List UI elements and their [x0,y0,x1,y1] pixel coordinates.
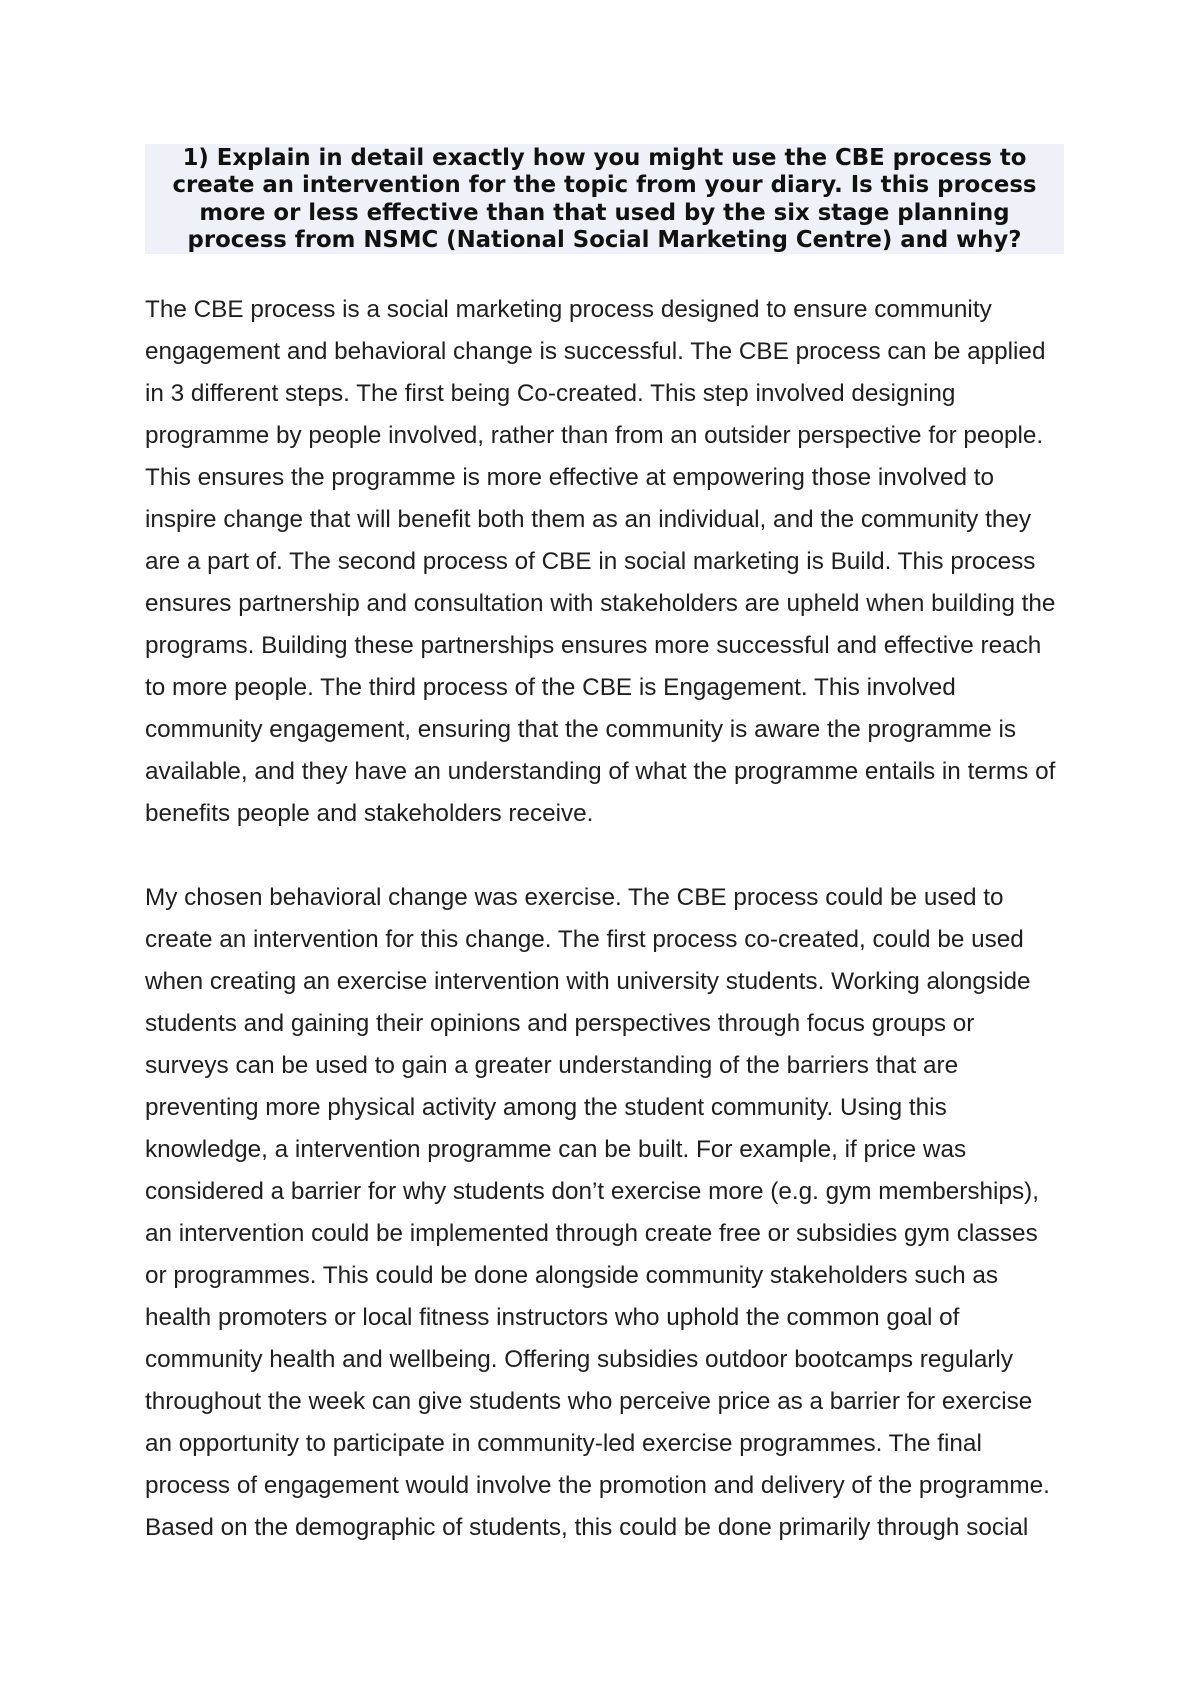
question-heading-line: create an intervention for the topic from your diary. Is this process [172,172,1037,199]
text-line: programs. Building these partnerships ensures more successful and effective reach [145,632,1042,659]
text-line: programme by people involved, rather than from an outsider perspective for people. [145,422,1044,449]
text-line: to more people. The third process of the CBE is Engagement. This involved [145,674,956,701]
text-line: in 3 different steps. The first being Co-created. This step involved designing [145,380,956,407]
text-line: or programmes. This could be done alongside community stakeholders such as [145,1262,999,1289]
text-line: preventing more physical activity among the student community. Using this [145,1094,947,1121]
text-line: an intervention could be implemented through create free or subsidies gym classes [145,1220,1038,1247]
text-line: surveys can be used to gain a greater understanding of the barriers that are [145,1052,959,1079]
text-line: inspire change that will benefit both them as an individual, and the community they [145,506,1032,533]
text-line: engagement and behavioral change is successful. The CBE process can be applied [145,338,1046,365]
text-line: Based on the demographic of students, this could be done primarily through social [145,1514,1029,1541]
text-line: students and gaining their opinions and perspectives through focus groups or [145,1010,975,1037]
text-line: benefits people and stakeholders receive. [145,800,594,827]
text-line: This ensures the programme is more effective at empowering those involved to [145,464,995,491]
answer-paragraph [145,877,1085,1549]
question-heading-line: 1) Explain in detail exactly how you might use the CBE process to [182,145,1027,171]
text-line: considered a barrier for why students don’t exercise more (e.g. gym memberships), [145,1178,1039,1205]
question-heading [145,144,1064,254]
answer-paragraph [145,289,1085,835]
text-line: an opportunity to participate in community-led exercise programmes. The final [145,1430,982,1457]
text-line: The CBE process is a social marketing process designed to ensure community [145,296,992,323]
text-line: are a part of. The second process of CBE in social marketing is Build. This process [145,548,1036,575]
text-line: community health and wellbeing. Offering subsidies outdoor bootcamps regularly [145,1346,1013,1373]
text-line: My chosen behavioral change was exercise. The CBE process could be used to [145,884,1004,911]
text-line: health promoters or local fitness instructors who uphold the common goal of [145,1304,960,1331]
question-heading-line: more or less effective than that used by the six stage planning [199,199,1010,226]
text-line: when creating an exercise intervention with university students. Working alongside [145,968,1031,995]
question-heading-line: process from NSMC (National Social Marketing Centre) and why? [187,226,1022,253]
text-line: process of engagement would involve the promotion and delivery of the programme. [145,1472,1050,1499]
text-line: ensures partnership and consultation with stakeholders are upheld when building the [145,590,1056,617]
text-line: throughout the week can give students who perceive price as a barrier for exercise [145,1388,1033,1415]
text-line: knowledge, a intervention programme can be built. For example, if price was [145,1136,967,1163]
text-line: create an intervention for this change. The first process co-created, could be used [145,926,1024,953]
text-line: available, and they have an understanding of what the programme entails in terms of [145,758,1056,785]
answer-body [145,289,1085,1591]
text-line: community engagement, ensuring that the community is aware the programme is [145,716,1017,743]
